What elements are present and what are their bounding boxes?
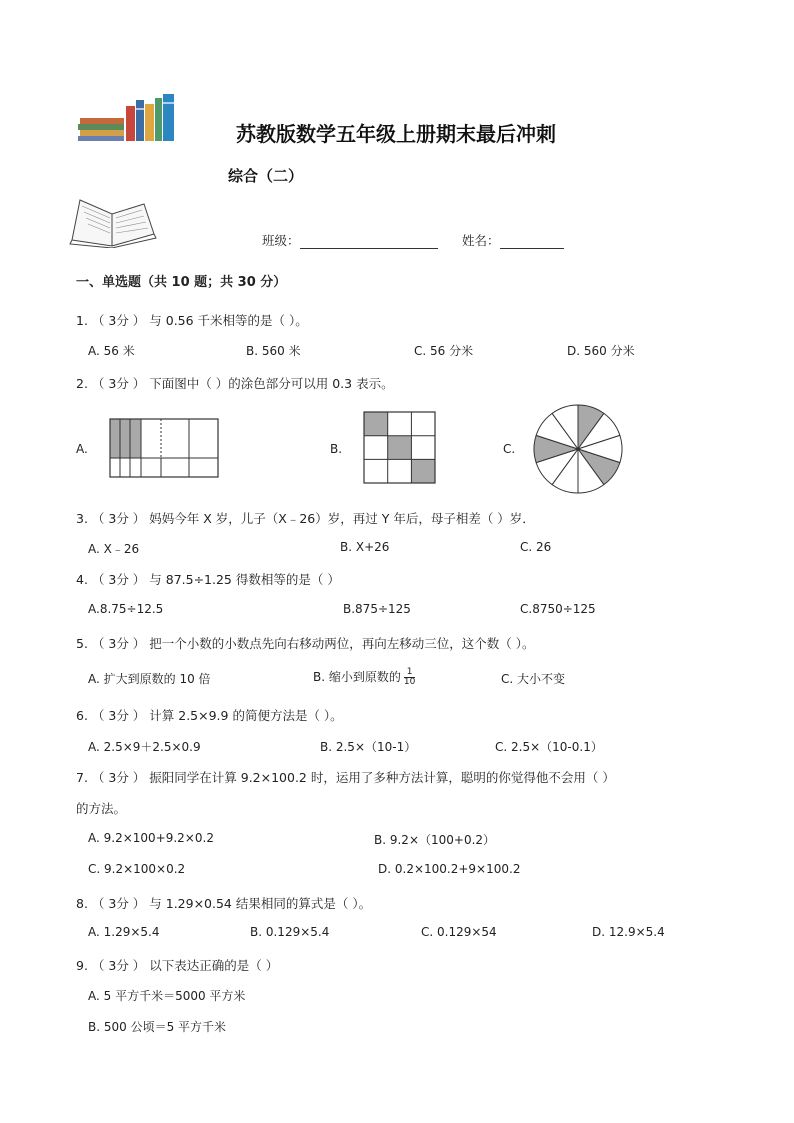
option-a[interactable]: A. xyxy=(76,442,88,456)
option-c[interactable]: C. 56 分米 xyxy=(414,344,474,358)
fraction-one-tenth xyxy=(404,668,415,687)
class-label: 班级： xyxy=(262,233,300,248)
fraction-denominator: 10 xyxy=(403,677,416,687)
option-a[interactable]: A.8.75÷12.5 xyxy=(88,602,164,616)
question-stem: 7. （ 3分 ） 振阳同学在计算 9.2×100.2 时，运用了多种方法计算，聪明的你觉得他不会用（ ） xyxy=(76,770,615,785)
option-c[interactable]: C. 9.2×100×0.2 xyxy=(88,862,186,876)
page-subtitle: 综合（二） xyxy=(228,167,304,185)
option-a[interactable]: A. 56 米 xyxy=(88,344,135,358)
books-stack-icon xyxy=(74,92,178,142)
option-c[interactable]: C. 2.5×（10-0.1） xyxy=(495,740,603,754)
question-stem: 2. （ 3分 ） 下面图中（ ）的涂色部分可以用 0.3 表示。 xyxy=(76,376,394,391)
option-b[interactable]: B. 2.5×（10-1） xyxy=(320,740,417,754)
option-b[interactable]: B. X+26 xyxy=(340,540,390,554)
option-d[interactable]: D. 560 分米 xyxy=(567,344,635,358)
option-c[interactable]: C. 大小不变 xyxy=(501,672,566,686)
question-stem: 8. （ 3分 ） 与 1.29×0.54 结果相同的算式是（ ）。 xyxy=(76,896,372,911)
figure-c-circle xyxy=(532,403,624,495)
question-stem: 1. （ 3分 ） 与 0.56 千米相等的是（ ）。 xyxy=(76,313,308,328)
fraction-numerator: 1 xyxy=(404,668,415,678)
option-c[interactable]: C. 26 xyxy=(520,540,552,554)
question-stem: 6. （ 3分 ） 计算 2.5×9.9 的简便方法是（ ）。 xyxy=(76,708,343,723)
option-a[interactable]: A. 扩大到原数的 10 倍 xyxy=(88,672,211,686)
name-label: 姓名： xyxy=(462,233,500,248)
option-b[interactable]: B. 0.129×5.4 xyxy=(250,925,330,939)
question-stem: 9. （ 3分 ） 以下表达正确的是（ ） xyxy=(76,958,279,973)
question-stem-continued: 的方法。 xyxy=(76,801,127,816)
option-c[interactable]: C. xyxy=(503,442,516,456)
option-a[interactable]: A. 1.29×5.4 xyxy=(88,925,160,939)
option-b[interactable]: B. 9.2×（100+0.2） xyxy=(374,833,496,847)
option-c[interactable]: C. 0.129×54 xyxy=(421,925,497,939)
option-b[interactable]: B. 560 米 xyxy=(246,344,301,358)
question-stem: 3. （ 3分 ） 妈妈今年 X 岁，儿子（X﹣26）岁，再过 Y 年后，母子相差（ ）岁． xyxy=(76,511,535,526)
option-a[interactable]: A. 5 平方千米＝5000 平方米 xyxy=(88,989,246,1003)
figure-a-rectangle xyxy=(109,418,219,478)
name-input-line[interactable] xyxy=(500,235,564,249)
option-b[interactable]: B. 500 公顷＝5 平方千米 xyxy=(88,1020,227,1034)
option-a[interactable]: A. X﹣26 xyxy=(88,542,140,556)
class-field xyxy=(262,231,438,249)
name-field xyxy=(462,231,564,249)
option-b[interactable] xyxy=(313,668,415,687)
option-d[interactable]: D. 0.2×100.2+9×100.2 xyxy=(378,862,521,876)
question-stem: 5. （ 3分 ） 把一个小数的小数点先向右移动两位，再向左移动三位，这个数（ ）。 xyxy=(76,636,535,651)
option-b[interactable]: B. xyxy=(330,442,343,456)
class-input-line[interactable] xyxy=(300,235,438,249)
open-book-icon xyxy=(68,196,158,248)
section-heading: 一、单选题（共 10 题；共 30 分） xyxy=(76,275,287,290)
option-c[interactable]: C.8750÷125 xyxy=(520,602,596,616)
question-stem: 4. （ 3分 ） 与 87.5÷1.25 得数相等的是（ ） xyxy=(76,572,340,587)
page-title: 苏教版数学五年级上册期末最后冲刺 xyxy=(236,122,556,146)
option-a[interactable]: A. 9.2×100+9.2×0.2 xyxy=(88,831,214,845)
figure-b-grid xyxy=(363,411,436,484)
option-b[interactable]: B.875÷125 xyxy=(343,602,411,616)
option-a[interactable]: A. 2.5×9＋2.5×0.9 xyxy=(88,740,201,754)
option-d[interactable]: D. 12.9×5.4 xyxy=(592,925,665,939)
option-b-text: B. 缩小到原数的 xyxy=(313,670,401,684)
